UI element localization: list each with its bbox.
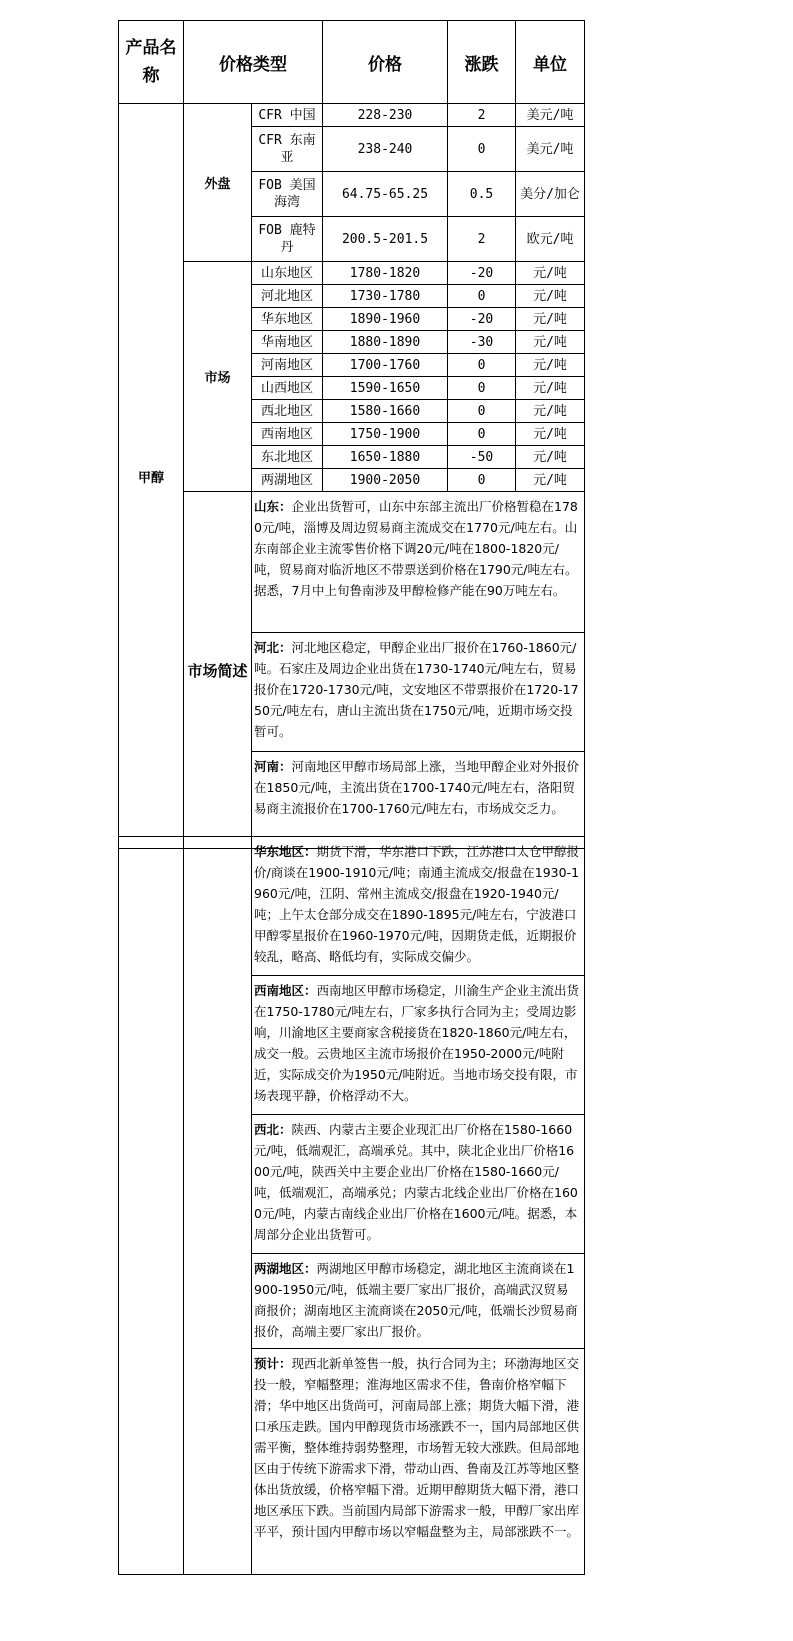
header-unit: 单位 (516, 21, 585, 104)
row-change: 2 (448, 217, 516, 262)
row-change: -20 (448, 262, 516, 285)
summary-row (119, 492, 585, 633)
row-unit: 元/吨 (516, 377, 585, 400)
row-change: 2 (448, 104, 516, 127)
row-price: 1900-2050 (323, 469, 448, 492)
row-unit: 元/吨 (516, 423, 585, 446)
row-unit: 元/吨 (516, 446, 585, 469)
row-label: 山西地区 (252, 377, 323, 400)
row-unit: 元/吨 (516, 354, 585, 377)
row-change: -50 (448, 446, 516, 469)
row-price: 1590-1650 (323, 377, 448, 400)
row-label: 华东地区 (252, 308, 323, 331)
row-label: FOB 美国海湾 (252, 172, 323, 217)
row-label: 华南地区 (252, 331, 323, 354)
summary-paragraph (252, 976, 585, 1115)
summary-body: 现西北新单签售一般，执行合同为主；环渤海地区交投一般，窄幅整理；淮海地区需求不佳，鲁南价格窄幅下滑；华中地区出货尚可，河南局部上涨；期货大幅下滑，港口承压走跌。国内甲醇现货市场涨跌不一，国内局部地区供需平衡，整体维持弱势整理，市场暂无较大涨跌。但局部地区由于传统下游需求下滑，带动山西、鲁南及江苏等地区整体出货放缓，价格窄幅下滑。近期甲醇期货大幅下滑，港口地区承压下跌。当前国内局部下游需求一般，甲醇厂家出库平平，预计国内甲醇市场以窄幅盘整为主，局部涨跌不一。 (254, 1356, 580, 1539)
row-label: 东北地区 (252, 446, 323, 469)
row-change: -20 (448, 308, 516, 331)
row-change: 0.5 (448, 172, 516, 217)
row-label: 两湖地区 (252, 469, 323, 492)
product-cell-empty (119, 837, 184, 1575)
header-change: 涨跌 (448, 21, 516, 104)
row-unit: 元/吨 (516, 262, 585, 285)
row-unit: 元/吨 (516, 308, 585, 331)
group-cell-empty (184, 837, 252, 1575)
row-price: 1580-1660 (323, 400, 448, 423)
price-table (118, 20, 585, 849)
row-change: 0 (448, 285, 516, 308)
row-change: -30 (448, 331, 516, 354)
summary-body: 陕西、内蒙古主要企业现汇出厂价格在1580-1660元/吨，低端观汇，高端承兑。其中，陕北企业出厂价格1600元/吨，陕西关中主要企业出厂价格在1580-1660元/吨，低端观汇，高端承兑；内蒙古北线企业出厂价格在1600元/吨，内蒙古南线企业出厂价格在1600元/吨。据悉，本周部分企业出货暂可。 (254, 1122, 578, 1242)
row-unit: 美元/吨 (516, 104, 585, 127)
summary-paragraph (252, 633, 585, 752)
group-summary: 市场简述 (184, 492, 252, 849)
row-change: 0 (448, 377, 516, 400)
row-label: 西南地区 (252, 423, 323, 446)
row-price: 1750-1900 (323, 423, 448, 446)
row-label: CFR 中国 (252, 104, 323, 127)
row-price: 1730-1780 (323, 285, 448, 308)
group-foreign: 外盘 (184, 104, 252, 262)
row-change: 0 (448, 423, 516, 446)
row-unit: 元/吨 (516, 285, 585, 308)
header-product-name: 产品名称 (119, 21, 184, 104)
table-row (119, 262, 585, 285)
header-price: 价格 (323, 21, 448, 104)
summary-title: 华东地区： (254, 844, 317, 859)
row-unit: 美分/加仑 (516, 172, 585, 217)
summary-paragraph (252, 1115, 585, 1254)
product-name-cell: 甲醇 (119, 104, 184, 849)
summary-continuation-table (118, 836, 585, 1575)
summary-body: 两湖地区甲醇市场稳定，湖北地区主流商谈在1900-1950元/吨，低端主要厂家出厂报价，高端武汉贸易商报价；湖南地区主流商谈在2050元/吨，低端长沙贸易商报价，高端主要厂家出厂报价。 (254, 1261, 578, 1339)
table-row (119, 104, 585, 127)
row-price: 200.5-201.5 (323, 217, 448, 262)
row-change: 0 (448, 400, 516, 423)
row-price: 1880-1890 (323, 331, 448, 354)
summary-paragraph (252, 1254, 585, 1349)
row-label: 西北地区 (252, 400, 323, 423)
row-change: 0 (448, 469, 516, 492)
row-price: 64.75-65.25 (323, 172, 448, 217)
row-unit: 元/吨 (516, 331, 585, 354)
summary-body: 西南地区甲醇市场稳定，川渝生产企业主流出货在1750-1780元/吨左右，厂家多执行合同为主；受周边影响，川渝地区主要商家含税接货在1820-1860元/吨左右，成交一般。云贵地区主流市场报价在1950-2000元/吨附近，实际成交价为1950元/吨附近。当地市场交投有限，市场表现平静，价格浮动不大。 (254, 983, 580, 1103)
summary-paragraph (252, 1349, 585, 1575)
row-change: 0 (448, 354, 516, 377)
summary-row (119, 837, 585, 976)
row-unit: 欧元/吨 (516, 217, 585, 262)
row-unit: 美元/吨 (516, 127, 585, 172)
row-label: 山东地区 (252, 262, 323, 285)
row-price: 228-230 (323, 104, 448, 127)
row-change: 0 (448, 127, 516, 172)
summary-body: 河南地区甲醇市场局部上涨，当地甲醇企业对外报价在1850元/吨，主流出货在1700-1740元/吨左右，洛阳贸易商主流报价在1700-1760元/吨左右，市场成交乏力。 (254, 759, 580, 816)
summary-body: 河北地区稳定，甲醇企业出厂报价在1760-1860元/吨。石家庄及周边企业出货在1730-1740元/吨左右，贸易报价在1720-1730元/吨，文安地区不带票报价在1720-1750元/吨左右，唐山主流出货在1750元/吨，近期市场交投暂可。 (254, 640, 579, 739)
row-price: 1890-1960 (323, 308, 448, 331)
summary-paragraph (252, 837, 585, 976)
row-price: 1650-1880 (323, 446, 448, 469)
summary-title: 河南： (254, 759, 292, 774)
summary-title: 两湖地区： (254, 1261, 317, 1276)
summary-title: 预计： (254, 1356, 292, 1371)
summary-title: 河北： (254, 640, 292, 655)
summary-title: 山东： (254, 499, 292, 514)
summary-body: 期货下滑，华东港口下跌，江苏港口太仓甲醇报价/商谈在1900-1910元/吨；南通主流成交/报盘在1930-1960元/吨，江阴、常州主流成交/报盘在1920-1940元/吨；上午太仓部分成交在1890-1895元/吨左右，宁波港口甲醇零星报价在1960-1970元/吨，因期货走低，近期报价较乱，略高、略低均有，实际成交偏少。 (254, 844, 580, 964)
summary-title: 西北： (254, 1122, 292, 1137)
row-price: 238-240 (323, 127, 448, 172)
header-price-type: 价格类型 (184, 21, 323, 104)
summary-paragraph (252, 492, 585, 633)
summary-title: 西南地区： (254, 983, 317, 998)
summary-paragraph (252, 752, 585, 849)
summary-body: 企业出货暂可，山东中东部主流出厂价格暂稳在1780元/吨，淄博及周边贸易商主流成交在1770元/吨左右。山东南部企业主流零售价格下调20元/吨在1800-1820元/吨，贸易商对临沂地区不带票送到价格在1790元/吨左右。据悉，7月中上旬鲁南涉及甲醇检修产能在90万吨左右。 (254, 499, 578, 598)
header-row (119, 21, 585, 104)
row-unit: 元/吨 (516, 400, 585, 423)
row-label: CFR 东南亚 (252, 127, 323, 172)
row-label: 河北地区 (252, 285, 323, 308)
row-price: 1700-1760 (323, 354, 448, 377)
row-label: 河南地区 (252, 354, 323, 377)
row-price: 1780-1820 (323, 262, 448, 285)
row-label: FOB 鹿特丹 (252, 217, 323, 262)
group-market: 市场 (184, 262, 252, 492)
row-unit: 元/吨 (516, 469, 585, 492)
